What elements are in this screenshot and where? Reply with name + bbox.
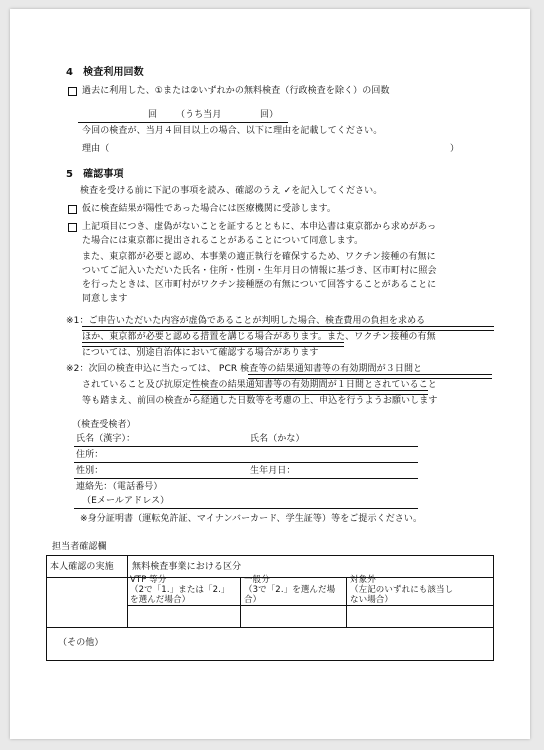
excluded-condition-1: （左記のいずれにも該当し (350, 585, 454, 595)
note-1-line-3: については、別途自治体において確認する場合があります (82, 348, 319, 358)
note-2-line-3: 等も踏まえ、前回の検査から経過した日数等を考慮の上、申込を行うようお願いします (82, 396, 438, 406)
general-condition-1: （3で「2.」を選んだ場 (244, 585, 336, 595)
name-kanji-label: 氏名（漢字）： (76, 434, 136, 444)
vtp-condition-1: （2で「1.」または「2.」 (130, 585, 230, 595)
confirm-item-2-checkbox[interactable] (68, 223, 77, 232)
table-divider-v4 (346, 577, 347, 627)
gender-label: 性別： (76, 466, 104, 476)
gender-birthday-underline[interactable] (74, 478, 418, 479)
note-1-line-2: ほか、東京都が必要と認める措置を講じる場合があります。また、ワクチン接種の有無 (82, 332, 436, 342)
note-2-line-1: ※2：次回の検査申込に当たっては、 PCR 検査等の結果通知書等の有効期間が３日間と (66, 364, 423, 374)
table-divider-v3 (240, 577, 241, 627)
id-document-note: ※身分証明書（運転免許証、マイナンバーカード、学生証等）等をご提示ください。 (80, 514, 423, 524)
name-kana-label: 氏名（かな） (250, 434, 305, 444)
note-1-line-1: ※1：ご申告いただいた内容が虚偽であることが判明した場合、検査費用の負担を求める (66, 316, 426, 326)
name-underline[interactable] (74, 446, 418, 447)
vtp-condition-2: を選んだ場合） (130, 595, 191, 605)
confirm-item-2-line-2: た場合には東京都に提出されることがあることについて同意します。 (82, 236, 364, 246)
category-label: 無料検査事業における区分 (132, 562, 242, 572)
table-divider-h1 (46, 577, 494, 578)
reason-label: 理由（ (82, 144, 110, 154)
applicant-title: （検査受検者） (72, 420, 136, 430)
reason-close: ） (450, 144, 460, 154)
table-divider-v1 (127, 555, 128, 577)
section-4-title: 4 検査利用回数 (66, 67, 144, 78)
table-divider-v2 (127, 577, 128, 627)
address-underline[interactable] (74, 462, 418, 463)
month-count-unit: 回） (260, 110, 279, 120)
birthday-label: 生年月日： (250, 466, 296, 476)
general-label: 一般分 (244, 575, 270, 585)
confirm-item-1-checkbox[interactable] (68, 205, 77, 214)
general-condition-2: 合） (244, 595, 262, 605)
usage-count-unit: 回 (148, 110, 158, 120)
usage-count-question: 過去に利用した、①または②いずれかの無料検査（行政検査を除く）の回数 (82, 86, 390, 96)
excluded-label: 対象外 (350, 575, 376, 585)
confirm-item-2-line-1: 上記項目につき、虚偽がないことを証するとともに、本申込書は東京都から求めがあっ (82, 222, 437, 232)
contact-email-label: （Eメールアドレス） (82, 496, 170, 506)
vtp-label: VTP 等分 (130, 575, 167, 585)
table-divider-h3 (46, 627, 494, 628)
contact-phone-label: 連絡先：（電話番号） (76, 482, 163, 492)
confirm-item-1: 仮に検査結果が陽性であった場合には医療機関に受診します。 (82, 204, 336, 214)
application-form-page (10, 9, 530, 739)
consent-paragraph-line-4: 同意します (82, 294, 128, 304)
contact-underline[interactable] (74, 508, 418, 509)
month-count-label: （うち当月 (176, 110, 222, 120)
identity-check-label: 本人確認の実施 (50, 562, 114, 572)
fourth-use-note: 今回の検査が、当月４回目以上の場合、以下に理由を記載してください。 (82, 126, 383, 136)
excluded-condition-2: ない場合） (350, 595, 394, 605)
usage-count-underline[interactable] (78, 122, 288, 123)
confirm-intro: 検査を受ける前に下記の事項を読み、確認のうえ ✓を記入してください。 (80, 186, 383, 196)
usage-count-checkbox[interactable] (68, 87, 77, 96)
other-label: （その他） (58, 638, 104, 648)
consent-paragraph-line-1: また、東京都が必要と認め、本事業の適正執行を確保するため、ワクチン接種の有無に (82, 252, 436, 262)
section-5-title: 5 確認事項 (66, 169, 124, 180)
consent-paragraph-line-2: ついてご記入いただいた氏名・住所・性別・生年月日の情報に基づき、区市町村に照会 (82, 266, 437, 276)
note-2-line-2: されていること及び抗原定性検査の結果通知書等の有効期間が１日間とされていること (82, 380, 437, 390)
address-label: 住所： (76, 450, 104, 460)
staff-check-title: 担当者確認欄 (52, 542, 107, 552)
consent-paragraph-line-3: を行ったときは、区市町村がワクチン接種歴の有無について回答することがあることに (82, 280, 437, 290)
